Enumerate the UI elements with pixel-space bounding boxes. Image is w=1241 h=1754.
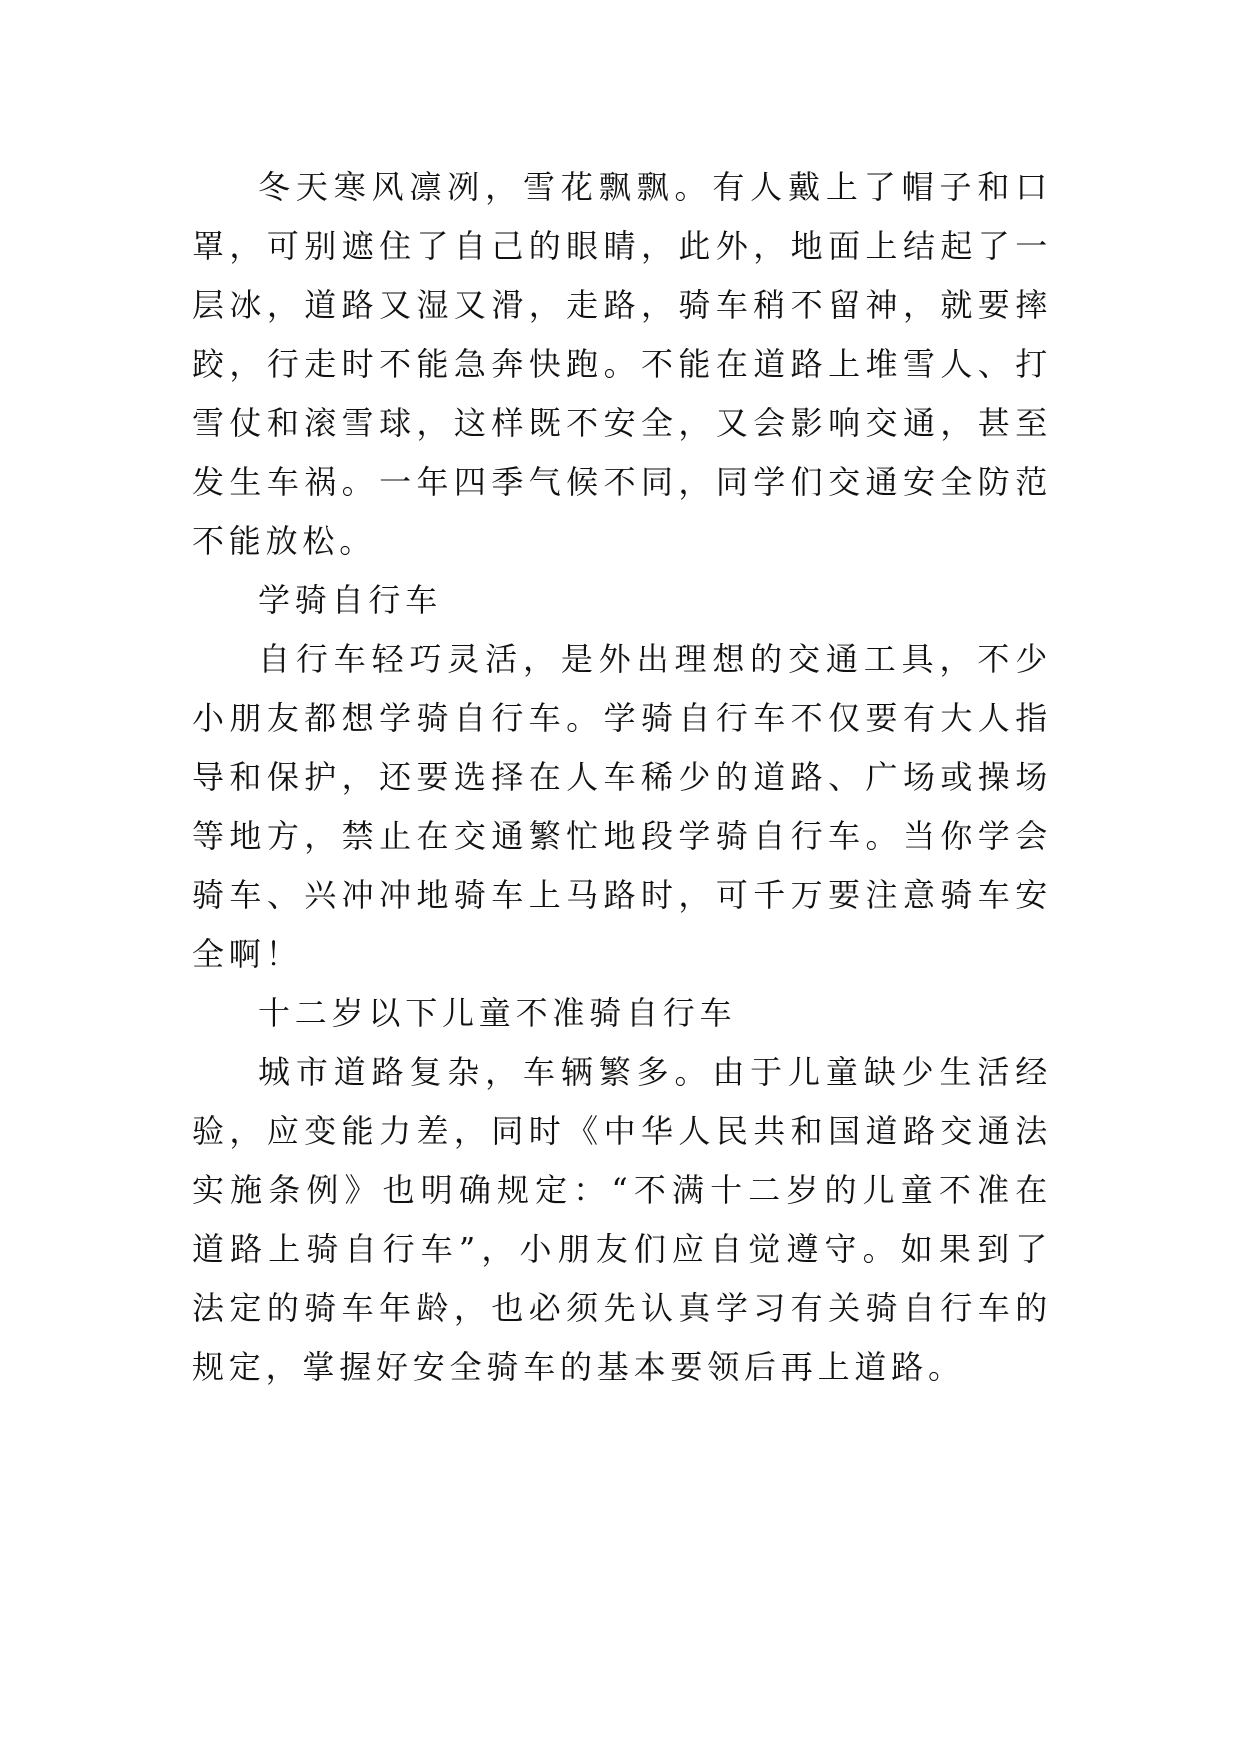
paragraph-winter-safety: 冬天寒风凛冽，雪花飘飘。有人戴上了帽子和口罩，可别遮住了自己的眼睛，此外，地面上结起了一层冰，道路又湿又滑，走路，骑车稍不留神，就要摔跤，行走时不能急奔快跑。不能在道路上堆雪人、打雪仗和滚雪球，这样既不安全，又会影响交通，甚至发生车祸。一年四季气候不同，同学们交通安全防范不能放松。 [192, 168, 1052, 560]
paragraph-under-twelve: 城市道路复杂，车辆繁多。由于儿童缺少生活经验，应变能力差，同时《中华人民共和国道路交通法实施条例》也明确规定：“不满十二岁的儿童不准在道路上骑自行车”，小朋友们应自觉遵守。如果到了法定的骑车年龄，也必须先认真学习有关骑自行车的规定，掌握好安全骑车的基本要领后再上道路。 [192, 1053, 1052, 1386]
paragraph-learn-bicycle: 自行车轻巧灵活，是外出理想的交通工具，不少小朋友都想学骑自行车。学骑自行车不仅要有大人指导和保护，还要选择在人车稀少的道路、广场或操场等地方，禁止在交通繁忙地段学骑自行车。当你学会骑车、兴冲冲地骑车上马路时，可千万要注意骑车安全啊！ [192, 640, 1052, 973]
heading-learn-bicycle: 学骑自行车 [258, 581, 443, 619]
document-body [192, 158, 1052, 1397]
heading-under-twelve: 十二岁以下儿童不准骑自行车 [258, 994, 737, 1032]
